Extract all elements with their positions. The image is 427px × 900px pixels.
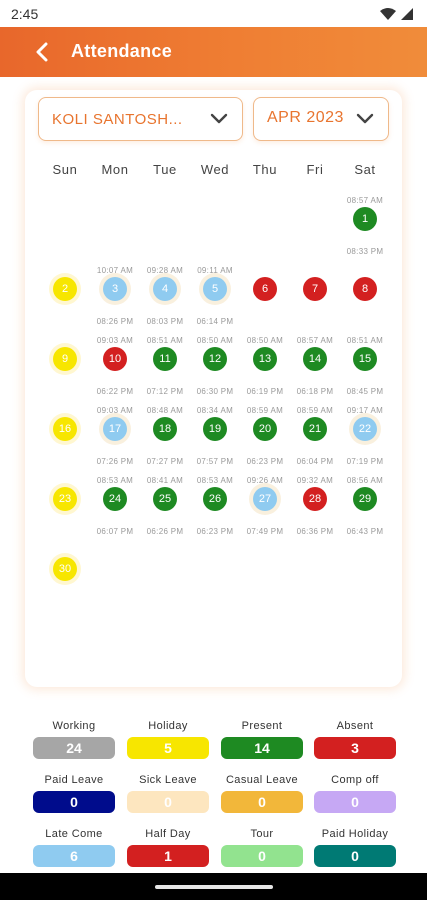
calendar-day[interactable] — [290, 406, 340, 468]
check-out-time: 07:19 PM — [346, 457, 384, 466]
legend-present — [221, 720, 303, 766]
day-number: 30 — [53, 557, 77, 581]
day-number: 22 — [353, 417, 377, 441]
legend-label: Sick Leave — [139, 774, 197, 786]
day-number: 27 — [253, 487, 277, 511]
month-value: APR 2023 — [267, 109, 344, 126]
weekday-sat: Sat — [354, 162, 376, 177]
check-in-time: 09:32 AM — [296, 476, 334, 485]
employee-name: KOLI SANTOSH... — [52, 111, 183, 128]
legend-absent — [314, 720, 396, 766]
check-out-time: 07:12 PM — [146, 387, 184, 396]
day-number: 11 — [153, 347, 177, 371]
check-out-time: 06:07 PM — [96, 527, 134, 536]
legend-label: Late Come — [45, 828, 103, 840]
legend-tour — [221, 828, 303, 874]
app-bar — [0, 27, 427, 77]
calendar-day[interactable] — [140, 266, 190, 328]
check-out-time: 07:57 PM — [196, 457, 234, 466]
check-in-time: 09:28 AM — [146, 266, 184, 275]
day-number: 20 — [253, 417, 277, 441]
calendar-day[interactable] — [290, 266, 340, 328]
chevron-down-icon — [356, 113, 374, 125]
back-button[interactable] — [28, 38, 56, 66]
calendar-day[interactable] — [190, 406, 240, 468]
legend-label: Paid Holiday — [321, 828, 389, 840]
month-dropdown[interactable] — [253, 97, 389, 141]
day-number: 28 — [303, 487, 327, 511]
day-number: 15 — [353, 347, 377, 371]
check-in-time: 09:26 AM — [246, 476, 284, 485]
legend-count-badge: 0 — [33, 791, 115, 813]
calendar-day[interactable] — [90, 406, 140, 468]
legend-count-badge: 0 — [127, 791, 209, 813]
calendar-day[interactable] — [40, 476, 90, 538]
legend-count-badge: 6 — [33, 845, 115, 867]
day-number: 24 — [103, 487, 127, 511]
calendar-day[interactable] — [240, 406, 290, 468]
day-number: 13 — [253, 347, 277, 371]
day-number: 9 — [53, 347, 77, 371]
calendar-day[interactable] — [340, 336, 390, 398]
check-in-time: 08:51 AM — [146, 336, 184, 345]
legend-comp-off — [314, 774, 396, 820]
legend-count-badge: 0 — [221, 791, 303, 813]
legend-count-badge: 0 — [314, 791, 396, 813]
check-in-time: 08:59 AM — [296, 406, 334, 415]
legend-label: Paid Leave — [44, 774, 104, 786]
legend-count-badge: 5 — [127, 737, 209, 759]
check-in-time: 08:48 AM — [146, 406, 184, 415]
legend-label: Half Day — [145, 828, 191, 840]
check-in-time: 08:53 AM — [96, 476, 134, 485]
home-handle[interactable] — [155, 885, 273, 889]
legend-count-badge: 24 — [33, 737, 115, 759]
calendar-day[interactable] — [140, 476, 190, 538]
calendar-day[interactable] — [140, 336, 190, 398]
legend-label: Holiday — [148, 720, 188, 732]
system-nav-bar — [0, 873, 427, 900]
legend-label: Tour — [250, 828, 274, 840]
legend-half-day — [127, 828, 209, 874]
check-out-time: 06:26 PM — [146, 527, 184, 536]
check-out-time: 06:43 PM — [346, 527, 384, 536]
legend-paid-leave — [33, 774, 115, 820]
check-out-time: 08:33 PM — [346, 247, 384, 256]
check-out-time: 06:36 PM — [296, 527, 334, 536]
employee-dropdown[interactable] — [38, 97, 243, 141]
legend-working — [33, 720, 115, 766]
check-out-time: 06:22 PM — [96, 387, 134, 396]
legend-count-badge: 1 — [127, 845, 209, 867]
day-number: 17 — [103, 417, 127, 441]
legend-sick-leave — [127, 774, 209, 820]
calendar-day[interactable] — [240, 336, 290, 398]
day-number: 12 — [203, 347, 227, 371]
status-bar — [0, 0, 427, 27]
check-in-time: 10:07 AM — [96, 266, 134, 275]
legend-label: Absent — [336, 720, 374, 732]
day-number: 6 — [253, 277, 277, 301]
day-number: 5 — [203, 277, 227, 301]
weekday-wed: Wed — [200, 162, 230, 177]
legend-label: Comp off — [331, 774, 379, 786]
check-in-time: 08:53 AM — [196, 476, 234, 485]
weekday-fri: Fri — [306, 162, 324, 177]
weekday-thu: Thu — [252, 162, 278, 177]
weekday-tue: Tue — [153, 162, 177, 177]
calendar-day[interactable] — [40, 406, 90, 468]
calendar-day[interactable] — [340, 196, 390, 258]
legend-label: Casual Leave — [225, 774, 299, 786]
check-in-time: 09:03 AM — [96, 336, 134, 345]
check-in-time: 08:34 AM — [196, 406, 234, 415]
check-out-time: 08:26 PM — [96, 317, 134, 326]
check-out-time: 06:30 PM — [196, 387, 234, 396]
check-out-time: 07:49 PM — [246, 527, 284, 536]
calendar-day[interactable] — [340, 406, 390, 468]
wifi-signal-icon — [379, 7, 415, 21]
legend-count-badge: 3 — [314, 737, 396, 759]
legend-paid-holiday — [314, 828, 396, 874]
calendar-day[interactable] — [140, 406, 190, 468]
legend-holiday — [127, 720, 209, 766]
calendar-day[interactable] — [190, 476, 240, 538]
legend-count-badge: 0 — [314, 845, 396, 867]
check-in-time: 08:56 AM — [346, 476, 384, 485]
day-number: 8 — [353, 277, 377, 301]
calendar-day[interactable] — [90, 336, 140, 398]
check-out-time: 07:27 PM — [146, 457, 184, 466]
day-number: 18 — [153, 417, 177, 441]
check-out-time: 06:14 PM — [196, 317, 234, 326]
calendar-day[interactable] — [340, 476, 390, 538]
calendar-day[interactable] — [240, 476, 290, 538]
day-number: 21 — [303, 417, 327, 441]
legend-late-come — [33, 828, 115, 874]
day-number: 16 — [53, 417, 77, 441]
calendar-day[interactable] — [190, 266, 240, 328]
status-time: 2:45 — [11, 6, 39, 22]
chevron-down-icon — [210, 113, 228, 125]
calendar-day[interactable] — [240, 266, 290, 328]
check-out-time: 08:03 PM — [146, 317, 184, 326]
calendar-day[interactable] — [40, 266, 90, 328]
calendar-day[interactable] — [40, 546, 90, 608]
day-number: 4 — [153, 277, 177, 301]
back-arrow-icon — [35, 42, 49, 62]
check-in-time: 09:03 AM — [96, 406, 134, 415]
calendar-day[interactable] — [290, 336, 340, 398]
legend-label: Present — [241, 720, 283, 732]
day-number: 19 — [203, 417, 227, 441]
check-in-time: 08:41 AM — [146, 476, 184, 485]
legend-label: Working — [52, 720, 96, 732]
check-in-time: 08:59 AM — [246, 406, 284, 415]
day-number: 29 — [353, 487, 377, 511]
check-in-time: 09:17 AM — [346, 406, 384, 415]
calendar-day[interactable] — [90, 266, 140, 328]
check-in-time: 08:50 AM — [196, 336, 234, 345]
check-out-time: 06:04 PM — [296, 457, 334, 466]
status-icons — [379, 7, 415, 21]
weekday-sun: Sun — [52, 162, 78, 177]
check-out-time: 08:45 PM — [346, 387, 384, 396]
day-number: 1 — [353, 207, 377, 231]
calendar-day[interactable] — [40, 336, 90, 398]
calendar-day[interactable] — [190, 336, 240, 398]
legend-count-badge: 14 — [221, 737, 303, 759]
check-out-time: 07:26 PM — [96, 457, 134, 466]
day-number: 23 — [53, 487, 77, 511]
check-in-time: 08:57 AM — [346, 196, 384, 205]
page-title: Attendance — [71, 41, 173, 61]
check-out-time: 06:18 PM — [296, 387, 334, 396]
day-number: 3 — [103, 277, 127, 301]
check-out-time: 06:19 PM — [246, 387, 284, 396]
legend-count-badge: 0 — [221, 845, 303, 867]
check-in-time: 09:11 AM — [197, 266, 233, 275]
check-in-time: 08:50 AM — [246, 336, 284, 345]
day-number: 25 — [153, 487, 177, 511]
day-number: 26 — [203, 487, 227, 511]
check-out-time: 06:23 PM — [196, 527, 234, 536]
check-out-time: 06:23 PM — [246, 457, 284, 466]
day-number: 7 — [303, 277, 327, 301]
check-in-time: 08:57 AM — [296, 336, 334, 345]
calendar-day[interactable] — [290, 476, 340, 538]
calendar-day[interactable] — [90, 476, 140, 538]
check-in-time: 08:51 AM — [346, 336, 384, 345]
day-number: 14 — [303, 347, 327, 371]
legend-casual-leave — [221, 774, 303, 820]
day-number: 2 — [53, 277, 77, 301]
weekday-mon: Mon — [101, 162, 129, 177]
day-number: 10 — [103, 347, 127, 371]
calendar-day[interactable] — [340, 266, 390, 328]
